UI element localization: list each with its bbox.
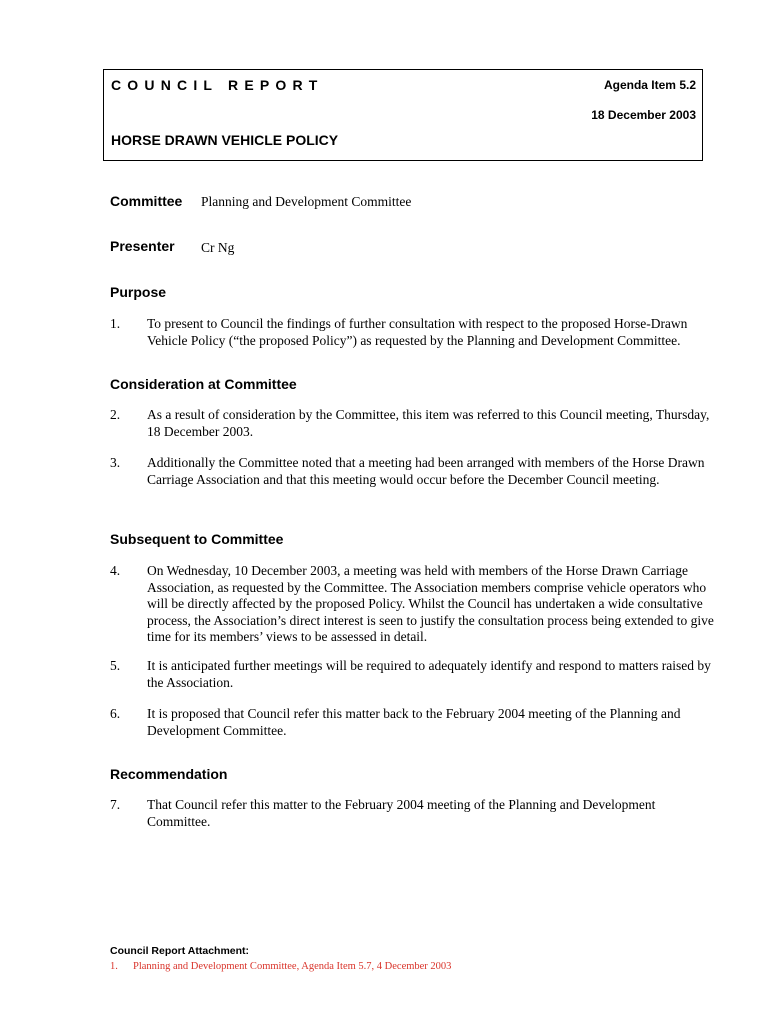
section-heading-recommendation: Recommendation <box>110 766 228 782</box>
paragraph-text: On Wednesday, 10 December 2003, a meeting was held with members of the Horse Drawn Carriage Association, as requested by the Committee. The Association members comprise vehicle operators who will be directly affected by the proposed Policy. Whilst the Council has undertaken a wide consultative process, the Association’s direct interest is seen to justify the consultation process being extended to give time for its members’ views to be assessed in detail. <box>147 563 714 644</box>
presenter-value: Cr Ng <box>201 240 235 255</box>
paragraph-number: 7. <box>110 797 121 812</box>
paragraph-text: It is proposed that Council refer this matter back to the February 2004 meeting of the Planning and Development Committee. <box>147 706 681 738</box>
paragraph-number: 4. <box>110 563 121 578</box>
report-header-box <box>103 69 703 161</box>
paragraph-number: 5. <box>110 658 121 673</box>
attachment-link[interactable]: Planning and Development Committee, Agenda Item 5.7, 4 December 2003 <box>133 961 452 972</box>
paragraph-text: To present to Council the findings of further consultation with respect to the proposed Horse-Drawn Vehicle Policy (“the proposed Policy”) as requested by the Planning and Development Committee. <box>147 316 688 348</box>
paragraph-text: That Council refer this matter to the February 2004 meeting of the Planning and Development Committee. <box>147 797 656 829</box>
committee-value: Planning and Development Committee <box>201 194 412 209</box>
attachment-number: 1. <box>110 961 118 972</box>
paragraph-number: 6. <box>110 706 121 721</box>
report-date: 18 December 2003 <box>591 108 696 122</box>
attachment-heading: Council Report Attachment: <box>110 945 250 957</box>
section-heading-subsequent: Subsequent to Committee <box>110 531 284 547</box>
section-heading-consideration: Consideration at Committee <box>110 376 297 392</box>
agenda-item: Agenda Item 5.2 <box>603 78 696 92</box>
committee-label: Committee <box>110 193 183 209</box>
paragraph-number: 3. <box>110 455 121 470</box>
paragraph-text: As a result of consideration by the Committee, this item was referred to this Council meeting, Thursday, 18 December 2003. <box>147 407 710 439</box>
paragraph-text: Additionally the Committee noted that a meeting had been arranged with members of the Horse Drawn Carriage Association and that this meeting would occur before the December Council meeting. <box>147 455 705 487</box>
paragraph-number: 1. <box>110 316 121 331</box>
paragraph-number: 2. <box>110 407 121 422</box>
document-title: HORSE DRAWN VEHICLE POLICY <box>111 132 339 148</box>
section-heading-purpose: Purpose <box>110 284 167 300</box>
paragraph-text: It is anticipated further meetings will be required to adequately identify and respond to matters raised by the Association. <box>147 658 711 690</box>
report-label: COUNCIL REPORT <box>111 77 324 93</box>
presenter-label: Presenter <box>110 238 175 254</box>
